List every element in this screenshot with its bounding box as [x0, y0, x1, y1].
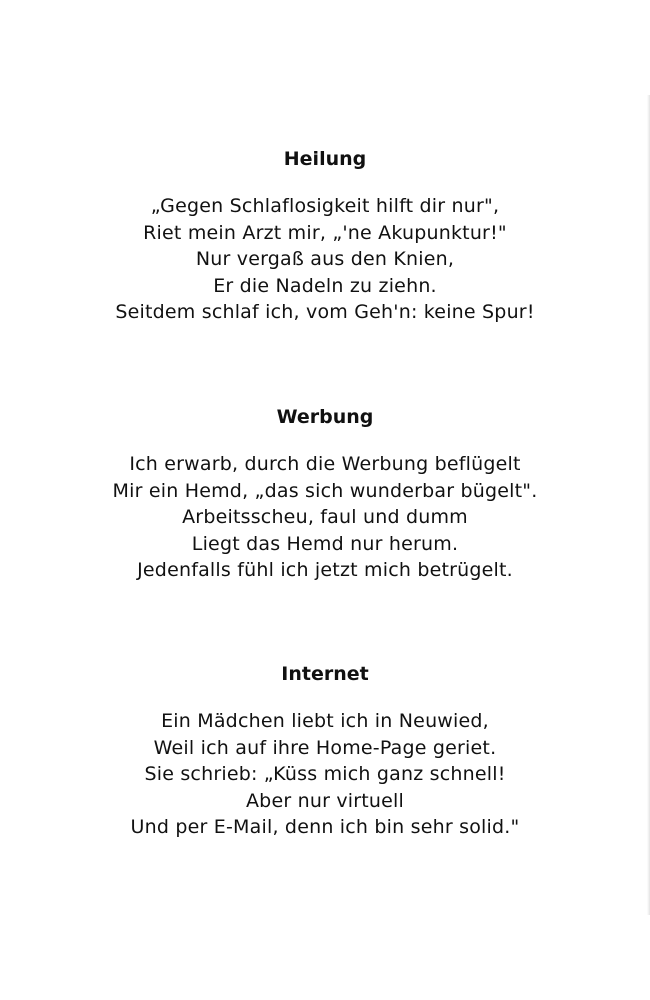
poem-line: Er die Nadeln zu ziehn. — [213, 274, 437, 297]
poem-heilung — [0, 147, 650, 326]
poem-title: Internet — [281, 663, 369, 685]
poem-line: Ich erwarb, durch die Werbung beflügelt — [129, 453, 521, 475]
poem-line: Ein Mädchen liebt ich in Neuwied, — [161, 710, 489, 732]
poem-line: Weil ich auf ihre Home-Page geriet. — [153, 736, 497, 759]
poem-werbung — [0, 405, 650, 584]
poem-line: Mir ein Hemd, „das sich wunderbar bügelt". — [112, 479, 538, 502]
poem-title: Werbung — [276, 406, 374, 428]
poem-stanza — [0, 193, 650, 326]
poem-stanza — [0, 451, 650, 584]
poem-line: Und per E-Mail, denn ich bin sehr solid." — [130, 816, 520, 838]
poem-line: Arbeitsscheu, faul und dumm — [182, 506, 468, 528]
poem-line: Liegt das Hemd nur herum. — [191, 532, 459, 555]
poem-line: Aber nur virtuell — [245, 789, 404, 812]
poem-line: „Gegen Schlaflosigkeit hilft dir nur", — [150, 195, 500, 217]
poem-line: Nur vergaß aus den Knien, — [195, 248, 455, 270]
poem-stanza — [0, 708, 650, 841]
poem-internet — [0, 662, 650, 841]
poem-line: Sie schrieb: „Küss mich ganz schnell! — [144, 763, 506, 785]
poem-line: Seitdem schlaf ich, vom Geh'n: keine Spur! — [115, 301, 535, 323]
poem-line: Jedenfalls fühl ich jetzt mich betrügelt. — [137, 559, 513, 581]
poem-title: Heilung — [283, 148, 367, 170]
poem-line: Riet mein Arzt mir, „'ne Akupunktur!" — [143, 221, 507, 244]
